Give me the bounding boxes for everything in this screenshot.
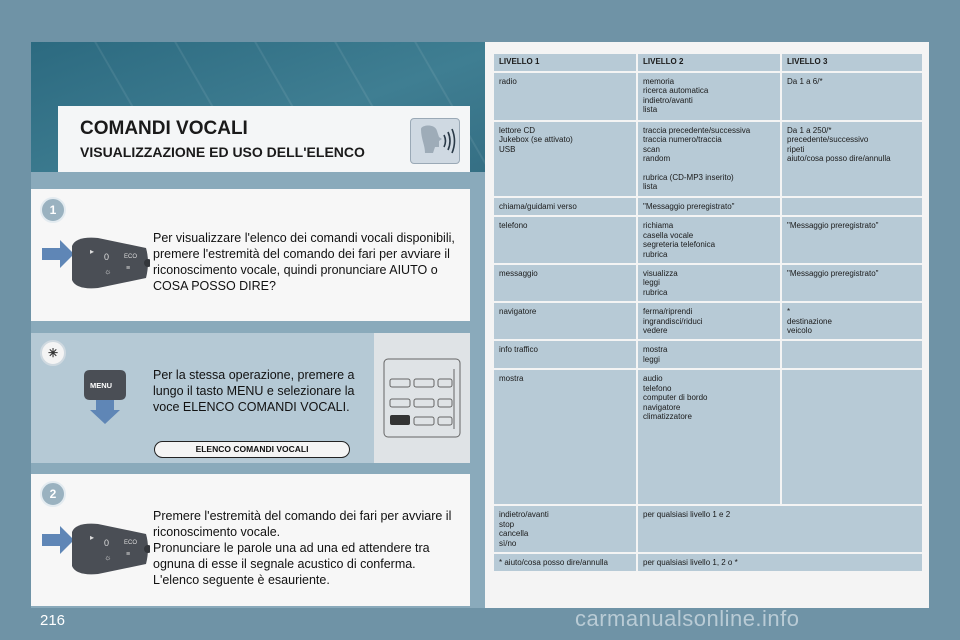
table-cell: info traffico	[494, 341, 636, 368]
table-cell: telefono	[494, 217, 636, 263]
table-cell: navigatore	[494, 303, 636, 339]
table-cell: "Messaggio preregistrato"	[782, 217, 922, 263]
menu-key-icon	[80, 366, 130, 431]
voice-command-icon	[410, 118, 460, 164]
table-cell: mostra	[494, 370, 636, 504]
table-cell: audio telefono computer di bordo navigatore climatizzatore	[638, 370, 780, 504]
page-subtitle: VISUALIZZAZIONE ED USO DELL'ELENCO	[80, 144, 365, 160]
table-cell: indietro/avanti stop cancella sì/no	[494, 506, 636, 552]
svg-text:ECO: ECO	[124, 540, 138, 546]
table-cell: Da 1 a 6/*	[782, 73, 922, 120]
table-cell: lettore CD Jukebox (se attivato) USB	[494, 122, 636, 196]
column-header: LIVELLO 1	[494, 54, 636, 71]
table-cell: chiama/guidami verso	[494, 198, 636, 215]
table-cell: radio	[494, 73, 636, 120]
svg-text:0: 0	[104, 252, 110, 262]
table-cell: memoria ricerca automatica indietro/avanti lista	[638, 73, 780, 120]
table-row	[494, 198, 922, 215]
table-cell: * destinazione veicolo	[782, 303, 922, 339]
column-header: LIVELLO 3	[782, 54, 922, 71]
table-cell	[782, 198, 922, 215]
alt-text: Per la stessa operazione, premere a lungo il tasto MENU e selezionare la voce ELENCO COMANDI VOCALI.	[153, 368, 355, 414]
step2-text: Premere l'estremità del comando dei fari per avviare il riconoscimento vocale. Pronunciare le parole una ad una ed attendere tra ognuna di esse il segnale acustico di conferma. L'elenco seguente è esauriente.	[153, 509, 452, 587]
radio-unit-box	[374, 333, 470, 463]
table-row	[494, 217, 922, 263]
table-row	[494, 303, 922, 339]
headlamp-stalk-icon-2	[42, 518, 150, 585]
page-number: 216	[40, 612, 66, 629]
svg-text:▸: ▸	[90, 247, 95, 256]
table-row	[494, 122, 922, 196]
page-title: COMANDI VOCALI	[80, 118, 248, 139]
table-cell: * aiuto/cosa posso dire/annulla	[494, 554, 636, 571]
headlamp-stalk-icon	[42, 232, 150, 299]
voice-commands-table	[492, 52, 924, 573]
svg-text:☼: ☼	[104, 553, 112, 562]
step1-badge: 1	[40, 197, 66, 223]
svg-text:≡: ≡	[126, 551, 131, 558]
table-row	[494, 265, 922, 301]
table-cell: richiama casella vocale segreteria telefonica rubrica	[638, 217, 780, 263]
table-header-row	[494, 54, 922, 71]
table-cell: mostra leggi	[638, 341, 780, 368]
table-footer-row	[494, 506, 922, 552]
table-cell	[782, 370, 922, 504]
table-cell: "Messaggio preregistrato"	[782, 265, 922, 301]
table-cell	[782, 341, 922, 368]
svg-text:ECO: ECO	[124, 254, 138, 260]
step2-badge: 2	[40, 481, 66, 507]
table-footer-row	[494, 554, 922, 571]
table-cell: "Messaggio preregistrato"	[638, 198, 780, 215]
table-cell: visualizza leggi rubrica	[638, 265, 780, 301]
table-cell: per qualsiasi livello 1 e 2	[638, 506, 922, 552]
column-header: LIVELLO 2	[638, 54, 780, 71]
svg-text:MENU: MENU	[90, 381, 113, 390]
table-cell: messaggio	[494, 265, 636, 301]
svg-text:0: 0	[104, 538, 110, 548]
table-row	[494, 370, 922, 504]
table-row	[494, 73, 922, 120]
sun-icon: ✳	[40, 340, 66, 366]
table-cell: traccia precedente/successiva traccia numero/traccia scan random rubrica (CD-MP3 inserito) lista	[638, 122, 780, 196]
table-cell: Da 1 a 250/* precedente/successivo ripeti aiuto/cosa posso dire/annulla	[782, 122, 922, 196]
svg-text:≡: ≡	[126, 265, 131, 272]
table-cell: per qualsiasi livello 1, 2 o *	[638, 554, 922, 571]
menu-item-pill: ELENCO COMANDI VOCALI	[154, 441, 350, 458]
svg-text:▸: ▸	[90, 533, 95, 542]
table-row	[494, 341, 922, 368]
table-cell: ferma/riprendi ingrandisci/riduci vedere	[638, 303, 780, 339]
step1-text: Per visualizzare l'elenco dei comandi vocali disponibili, premere l'estremità del comando dei fari per avviare il riconoscimento vocale, quindi pronunciare AIUTO o COSA POSSO DIRE?	[153, 231, 455, 293]
watermark-text: carmanualsonline.info	[575, 606, 800, 631]
svg-text:☼: ☼	[104, 267, 112, 276]
